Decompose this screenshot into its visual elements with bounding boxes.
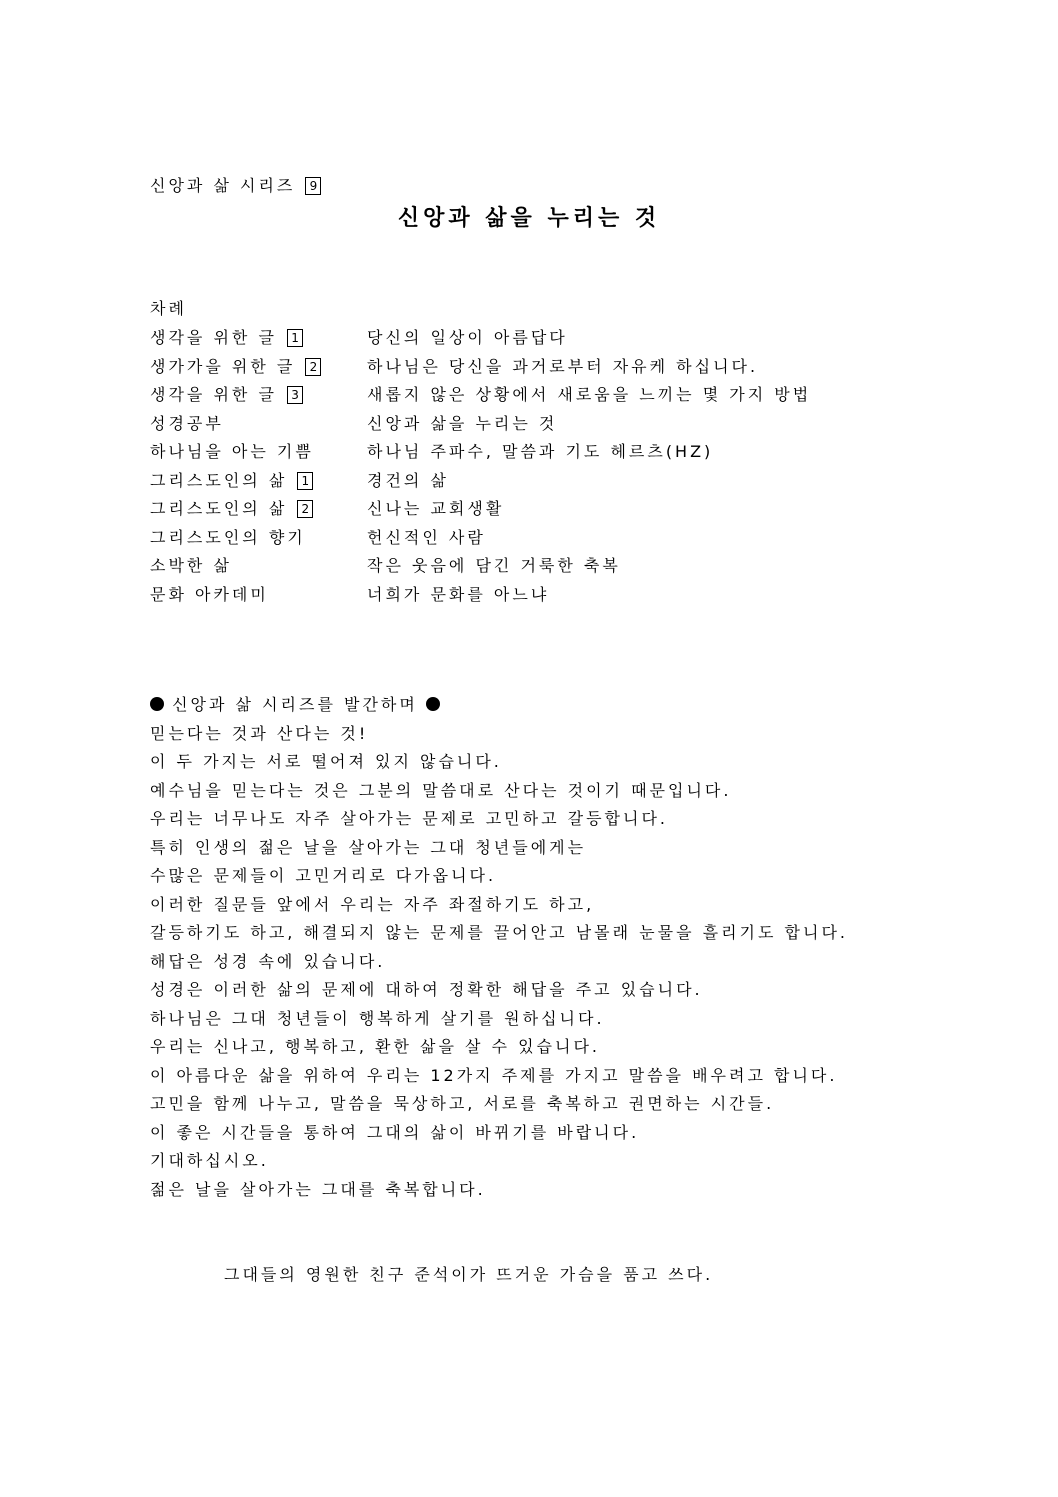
toc-number-box: 1 (297, 472, 313, 490)
toc-section (150, 581, 269, 610)
preface-line: 성경은 이러한 삶의 문제에 대하여 정확한 해답을 주고 있습니다. (150, 980, 703, 999)
preface-heading (150, 691, 970, 720)
toc-row (150, 438, 950, 467)
preface-line: 수많은 문제들이 고민거리로 다가옵니다. (150, 866, 497, 885)
toc-section-label: 소박한 삶 (150, 556, 232, 575)
bullet-dot-icon (150, 697, 164, 711)
toc-topic: 경건의 삶 (367, 470, 449, 490)
toc-row (150, 410, 950, 439)
toc-topic: 너희가 문화를 아느냐 (367, 584, 550, 604)
preface-line: 하나님은 그대 청년들이 행복하게 살기를 원하십니다. (150, 1008, 605, 1028)
toc-section (150, 438, 314, 467)
toc-number-box: 2 (297, 500, 313, 518)
toc-section-label: 문화 아카데미 (150, 584, 269, 604)
toc-number-box: 3 (287, 386, 303, 404)
toc-section-label: 생가가을 위한 글 (150, 356, 296, 376)
toc-row (150, 467, 950, 496)
toc-heading: 차례 (150, 299, 187, 318)
toc-row (150, 353, 950, 382)
toc-number-box: 1 (287, 329, 303, 347)
preface-line: 기대하십시오. (150, 1151, 269, 1170)
toc-topic: 하나님은 당신을 과거로부터 자유케 하십니다. (367, 356, 759, 376)
toc-section-label: 하나님을 아는 기쁨 (150, 442, 314, 461)
toc-topic: 헌신적인 사람 (367, 527, 486, 547)
toc-row (150, 581, 950, 610)
preface-line: 이러한 질문들 앞에서 우리는 자주 좌절하기도 하고, (150, 894, 595, 914)
toc-section-label: 생각을 위한 글 (150, 328, 277, 347)
preface-line: 이 두 가지는 서로 떨어져 있지 않습니다. (150, 752, 502, 771)
series-number-box: 9 (305, 177, 321, 195)
series-label (150, 173, 321, 196)
preface-line: 갈등하기도 하고, 해결되지 않는 문제를 끌어안고 남몰래 눈물을 흘리기도 합니다. (150, 923, 848, 942)
preface-line: 믿는다는 것과 산다는 것! (150, 723, 369, 743)
preface-body (150, 720, 970, 1205)
toc-row (150, 552, 950, 581)
toc-row (150, 524, 950, 553)
preface-line: 우리는 신나고, 행복하고, 환한 삶을 살 수 있습니다. (150, 1037, 600, 1056)
preface-line: 특히 인생의 젊은 날을 살아가는 그대 청년들에게는 (150, 837, 587, 857)
preface-line: 우리는 너무나도 자주 살아가는 문제로 고민하고 갈등합니다. (150, 809, 669, 828)
toc-section (150, 324, 303, 353)
toc-topic: 하나님 주파수, 말씀과 기도 헤르츠(HZ) (367, 442, 714, 461)
toc-section (150, 524, 306, 553)
bullet-dot-icon (426, 697, 440, 711)
toc-section (150, 552, 232, 581)
toc-topic: 새롭지 않은 상황에서 새로움을 느끼는 몇 가지 방법 (367, 385, 812, 404)
preface-line: 고민을 함께 나누고, 말씀을 묵상하고, 서로를 축복하고 권면하는 시간들. (150, 1094, 775, 1113)
toc-topic: 작은 웃음에 담긴 거룩한 축복 (367, 556, 621, 575)
toc-section (150, 353, 321, 382)
toc-section (150, 381, 303, 410)
page-title-text: 신앙과 삶을 누리는 것 (397, 206, 661, 231)
toc-topic: 신앙과 삶을 누리는 것 (367, 413, 558, 433)
toc-topic: 신나는 교회생활 (367, 499, 505, 518)
toc-row (150, 324, 950, 353)
toc-section-label: 그리스도인의 향기 (150, 527, 306, 547)
preface-line: 이 좋은 시간들을 통하여 그대의 삶이 바뀌기를 바랍니다. (150, 1122, 640, 1142)
preface-line: 예수님을 믿는다는 것은 그분의 말씀대로 산다는 것이기 때문입니다. (150, 780, 732, 800)
preface-heading-text: 신앙과 삶 시리즈를 발간하며 (172, 695, 418, 714)
page-title (0, 201, 1058, 232)
toc-topic: 당신의 일상이 아름답다 (367, 328, 568, 347)
table-of-contents (150, 324, 950, 609)
preface-line: 젊은 날을 살아가는 그대를 축복합니다. (150, 1179, 486, 1199)
toc-section (150, 495, 313, 524)
preface-line: 이 아름다운 삶을 위하여 우리는 12가지 주제를 가지고 말씀을 배우려고 합니다. (150, 1065, 838, 1085)
preface-line: 해답은 성경 속에 있습니다. (150, 951, 386, 971)
toc-section-label: 성경공부 (150, 413, 224, 433)
toc-section (150, 410, 224, 439)
toc-row (150, 381, 950, 410)
toc-section-label: 생각을 위한 글 (150, 385, 277, 404)
series-label-text: 신앙과 삶 시리즈 (150, 176, 296, 195)
toc-section-label: 그리스도인의 삶 (150, 470, 288, 490)
preface (150, 691, 970, 1204)
toc-row (150, 495, 950, 524)
toc-section-label: 그리스도인의 삶 (150, 499, 288, 518)
toc-section (150, 467, 313, 496)
signature: 그대들의 영원한 친구 준석이가 뜨거운 가슴을 품고 쓰다. (224, 1265, 714, 1284)
toc-number-box: 2 (305, 358, 321, 376)
